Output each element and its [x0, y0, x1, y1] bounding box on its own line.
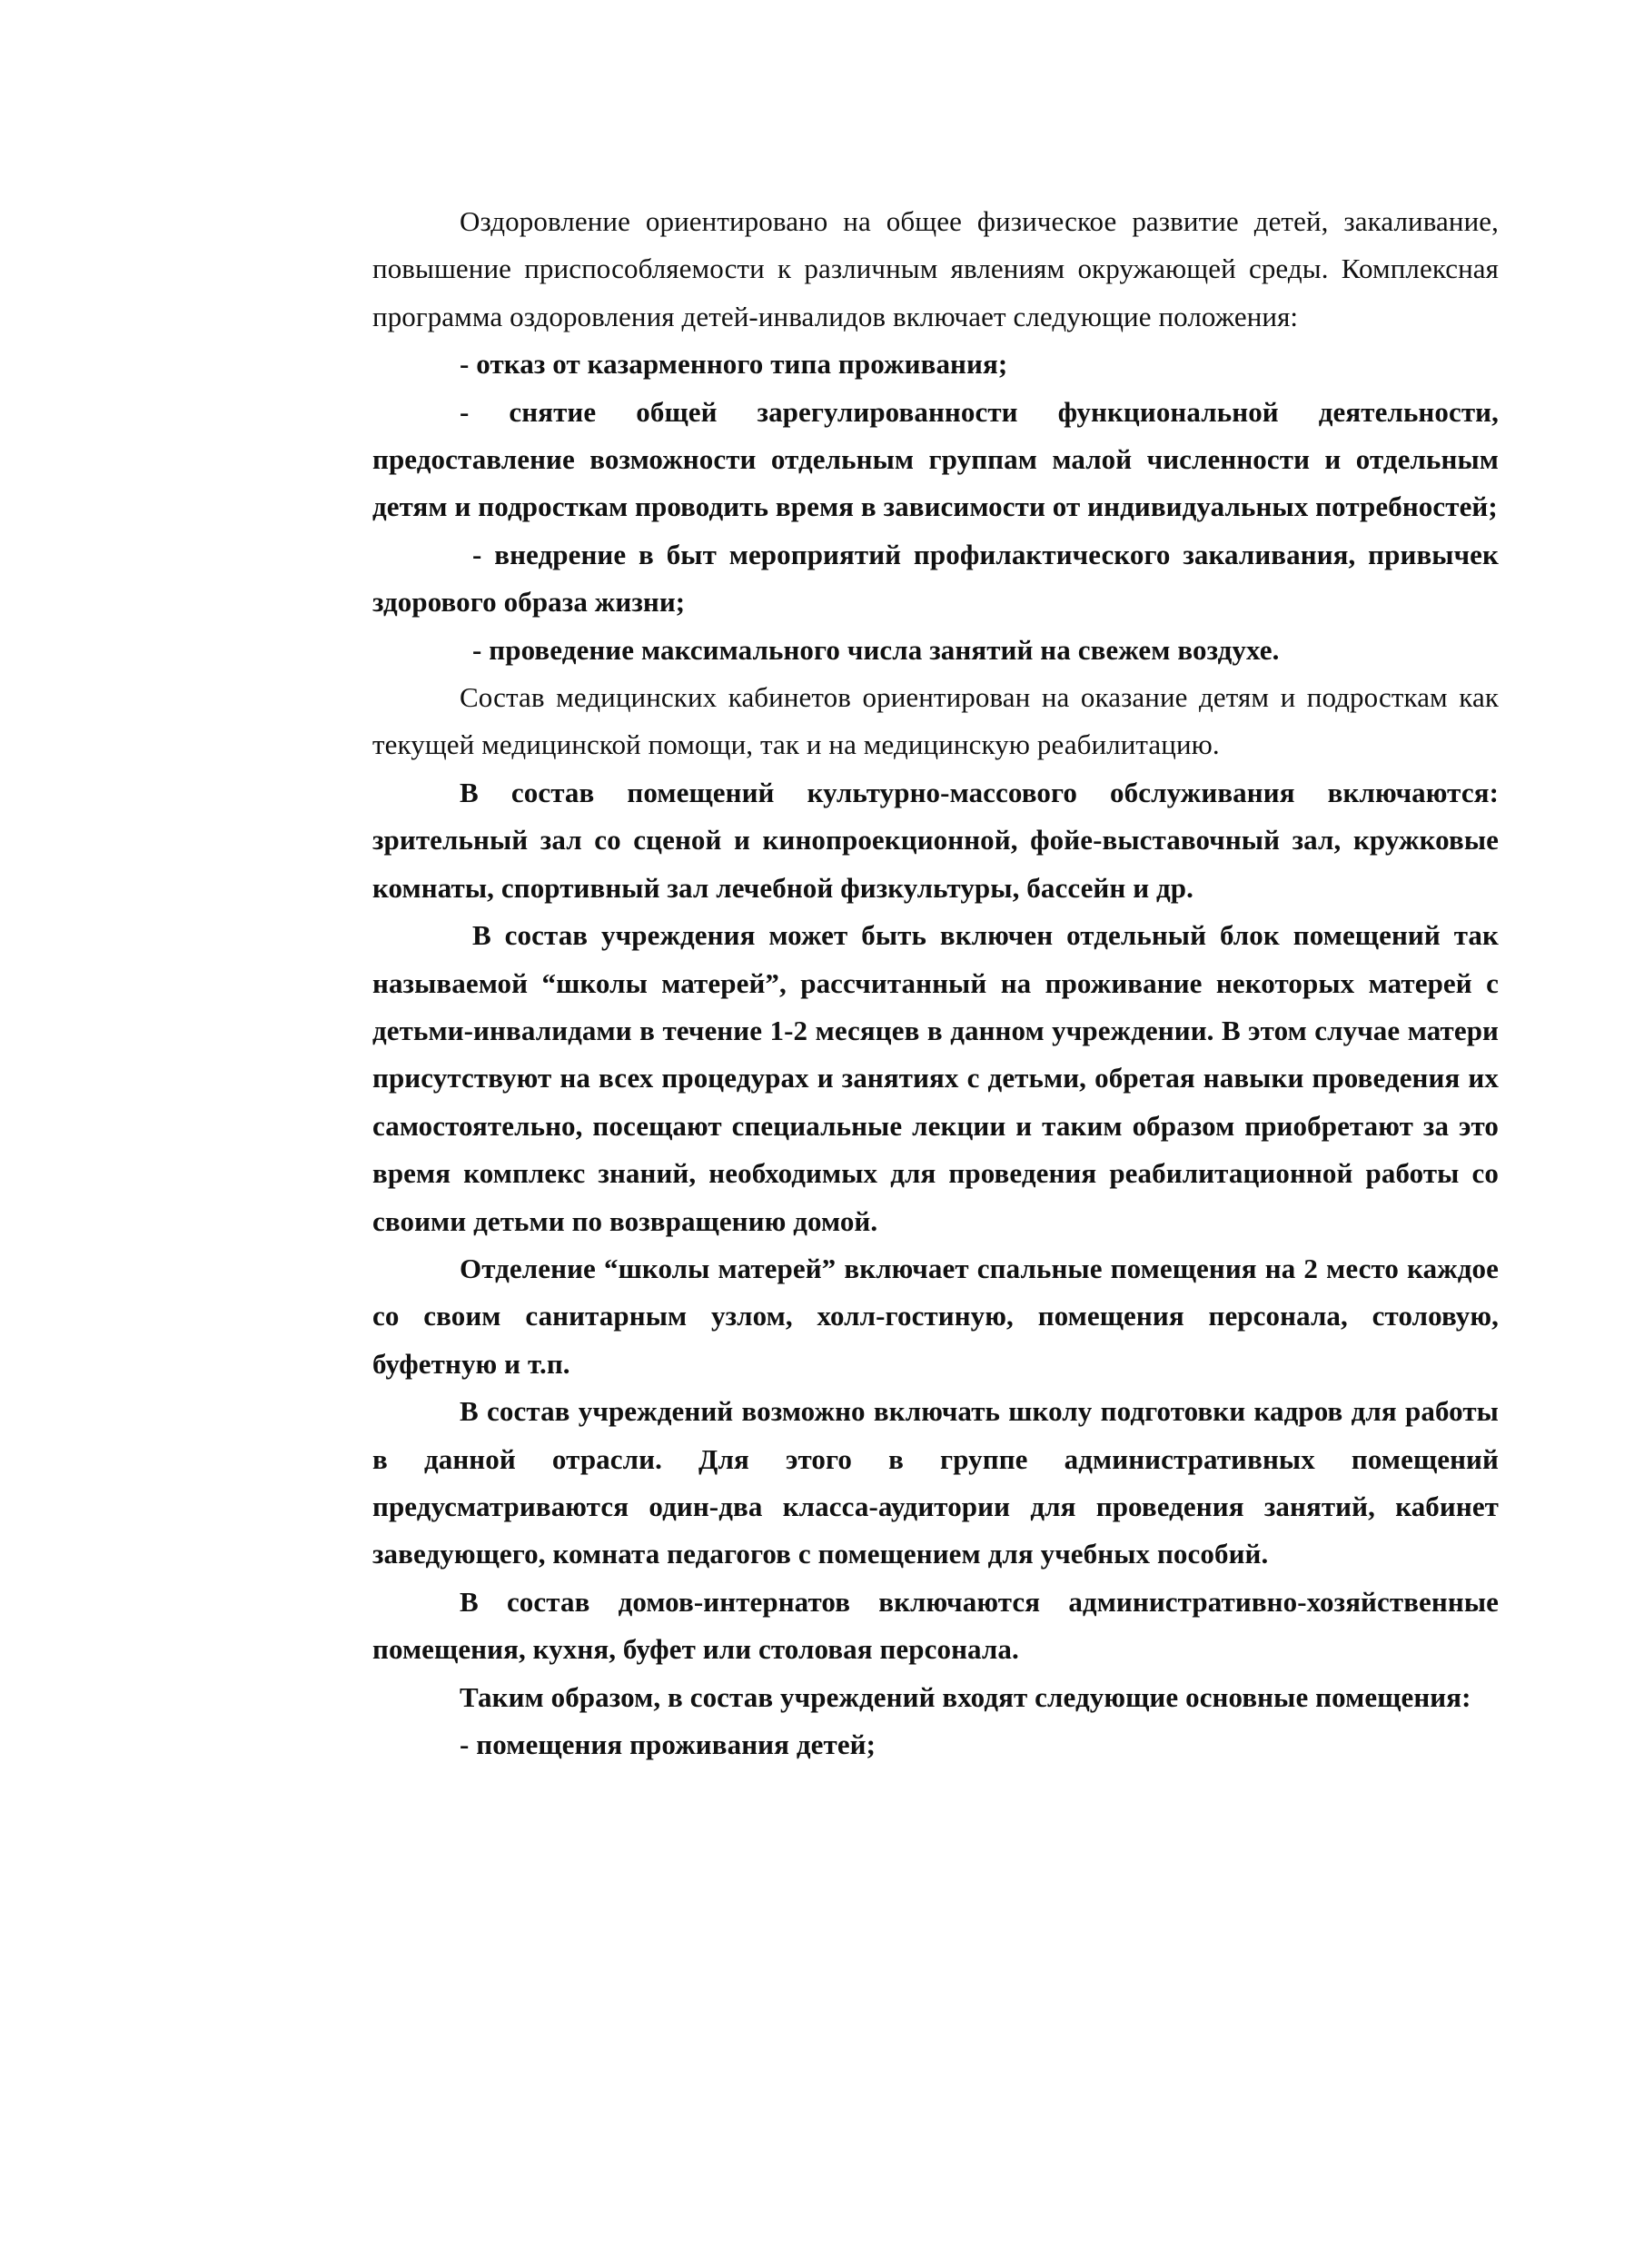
list-item-regulation: - снятие общей зарегулированности функциональной деятельности, предоставление возможности отдельным группам малой численности и отдельным детям и подросткам проводить время в зависимости от индивидуальных потребностей; [372, 395, 1499, 523]
paragraph-summary: Таким образом, в состав учреждений входят следующие основные помещения: [460, 1680, 1471, 1713]
list-item-outdoor: - проведение максимального числа занятий на свежем воздухе. [472, 633, 1280, 666]
list-item-barracks: - отказ от казарменного типа проживания; [460, 348, 1008, 381]
list-item-hardening: - внедрение в быт мероприятий профилактического закаливания, привычек здорового образа жизни; [372, 538, 1499, 619]
paragraph-health-intro: Оздоровление ориентировано на общее физическое развитие детей, закаливание, повышение приспособляемости к различным явлениям окружающей среды. Комплексная программа оздоровления детей-инвалидов включает следующие положения: [372, 205, 1499, 332]
list-item-living-rooms: - помещения проживания детей; [460, 1728, 876, 1760]
paragraph-mothers-school: В состав учреждения может быть включен отдельный блок помещений так называемой “школы матерей”, рассчитанный на проживание некоторых матерей с детьми-инвалидами в течение 1-2 месяцев в данном учреждении. В этом случае матери присутствуют на всех процедурах и занятиях с детьми, обретая навыки проведения их самостоятельно, посещают специальные лекции и таким образом приобретают за это время комплекс знаний, необходимых для проведения реабилитационной работы со своими детьми по возвращению домой. [372, 919, 1499, 1237]
document-body [372, 198, 1499, 1768]
paragraph-training-school: В состав учреждений возможно включать школу подготовки кадров для работы в данной отрасли. Для этого в группе административных помещений предусматриваются один-два класса-аудитории для проведения занятий, кабинет заведующего, комната педагогов с помещением для учебных пособий. [372, 1395, 1499, 1570]
paragraph-admin-rooms: В состав домов-интернатов включаются административно-хозяйственные помещения, кухня, буфет или столовая персонала. [372, 1585, 1499, 1666]
paragraph-medical-rooms: Состав медицинских кабинетов ориентирован на оказание детям и подросткам как текущей медицинской помощи, так и на медицинскую реабилитацию. [372, 681, 1499, 761]
paragraph-mothers-department: Отделение “школы матерей” включает спальные помещения на 2 место каждое со своим санитарным узлом, холл-гостиную, помещения персонала, столовую, буфетную и т.п. [372, 1252, 1499, 1380]
paragraph-cultural-rooms: В состав помещений культурно-массового обслуживания включаются: зрительный зал со сценой и кинопроекционной, фойе-выставочный зал, кружковые комнаты, спортивный зал лечебной физкультуры, бассейн и др. [372, 776, 1499, 904]
